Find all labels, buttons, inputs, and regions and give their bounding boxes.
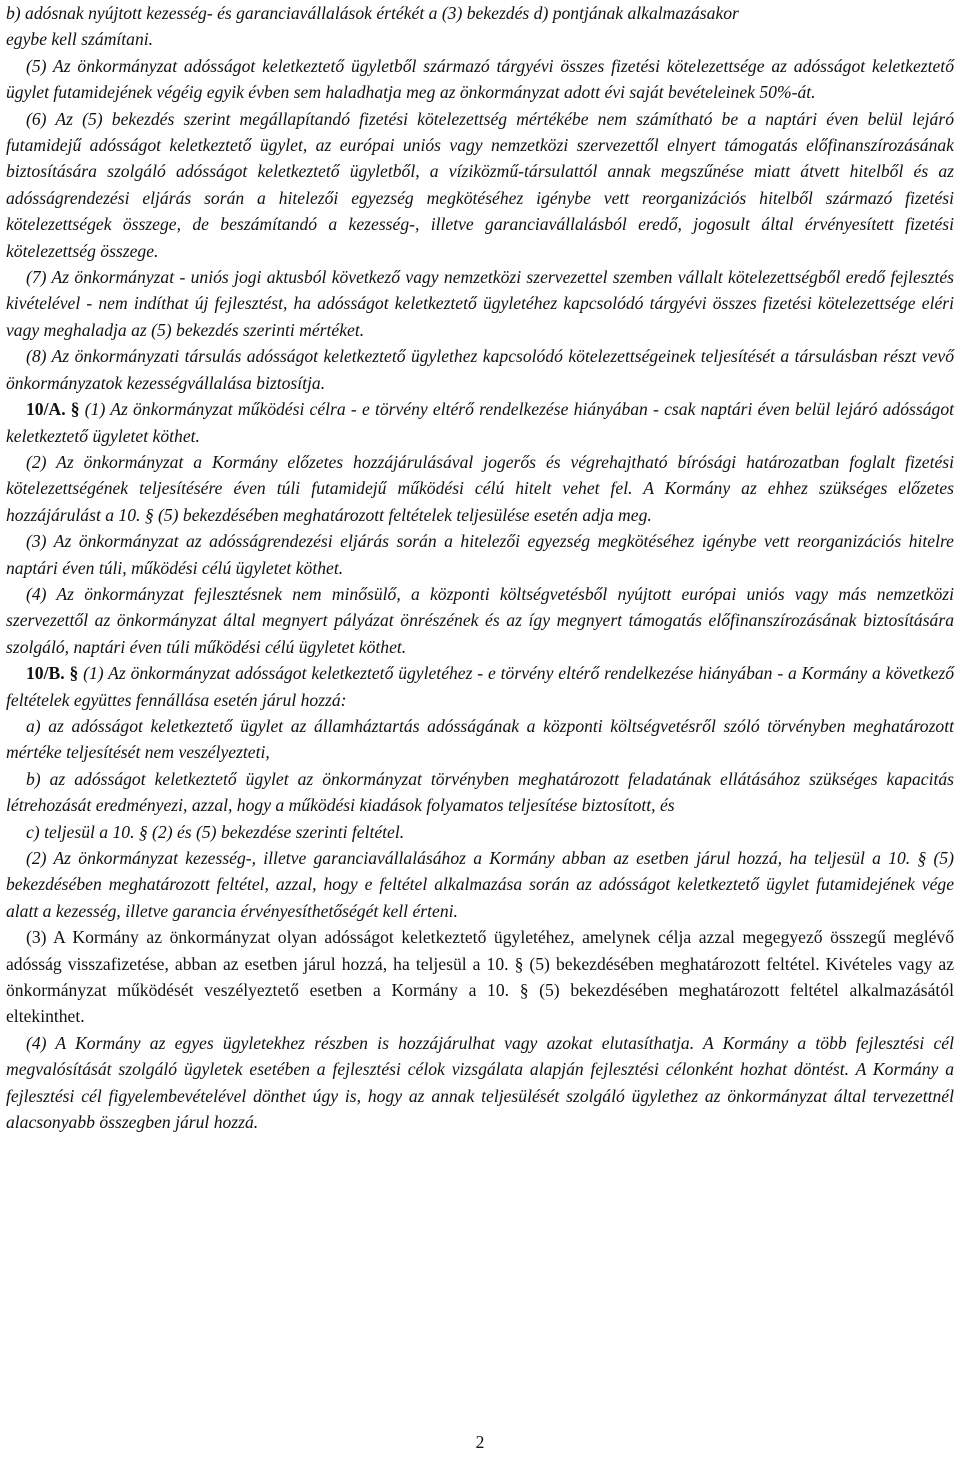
paragraph-7: (7) Az önkormányzat - uniós jogi aktusból következő vagy nemzetközi szervezettel szemben vállalt kötelezettségből eredő fejlesztés kivételével - nem indíthat új fejlesztést, ha adósságot keletkeztető ügyletéhez kapcsolódó tárgyévi összes fizetési kötelezettsége eléri vagy meghaladja az (5) bekezdés szerinti mértéket. <box>6 267 954 340</box>
section-10b-4: (4) A Kormány az egyes ügyletekhez részben is hozzájárulhat vagy azokat elutasíthatja. A Kormány a több fejlesztési cél megvalósítását szolgáló ügyletek esetében a fejlesztési célok vizsgálata alapján fejlesztési célonként hozhat döntést. A Kormány a fejlesztési cél figyelembevételével dönthet úgy is, hogy az annak teljesülését szolgáló ügylethez az önkormányzat által tervezettnél alacsonyabb összegben járul hozzá. <box>6 1032 954 1133</box>
section-10a-4: (4) Az önkormányzat fejlesztésnek nem minősülő, a központi költségvetésből nyújtott európai uniós vagy más nemzetközi szervezettől az önkormányzat által megnyert pályázat önrészének és az így megnyert támogatás előfinanszírozásának biztosítására szolgáló, naptári éven túli működési célú ügyletet köthet. <box>6 583 954 657</box>
section-10b-3: (3) A Kormány az önkormányzat olyan adósságot keletkeztető ügyletéhez, amelynek célja azzal megegyező összegű meglévő adósság visszafizetése, abban az esetben járul hozzá, ha teljesül a 10. § (5) bekezdésében meghatározott feltétel. Kivételes vagy az önkormányzat működését veszélyeztető esetben a Kormány a 10. § (5) bekezdésében meghatározott feltétel alkalmazásától eltekinthet. <box>6 927 954 1027</box>
section-10b-1a: a) az adósságot keletkeztető ügylet az államháztartás adósságának a központi költségvetésről szóló törvényben meghatározott mértéke teljesítését nem veszélyezteti, <box>6 715 954 763</box>
section-10a-2: (2) Az önkormányzat a Kormány előzetes hozzájárulásával jogerős és végrehajtható bírósági határozatban foglalt fizetési kötelezettségének teljesítésére éven túli futamidejű működési célú hitelt vehet fel. A Kormány az ehhez szükséges előzetes hozzájárulást a 10. § (5) bekezdésében meghatározott feltételek teljesülése esetén adja meg. <box>6 451 954 525</box>
document-body <box>6 0 954 1135</box>
section-10a-1-text: (1) Az önkormányzat működési célra - e törvény eltérő rendelkezése hiányában - csak naptári éven belül lejáró adósságot keletkeztető ügyletet köthet. <box>6 399 954 446</box>
paragraph-5: (5) Az önkormányzat adósságot keletkeztető ügyletből származó tárgyévi összes fizetési kötelezettsége az adósságot keletkeztető ügylet futamidejének végéig egyik évben sem haladhatja meg az önkormányzat adott évi saját bevételeinek 50%-át. <box>6 55 954 103</box>
section-10b-1 <box>6 660 954 713</box>
section-10a-1 <box>6 396 954 449</box>
paragraph-4b: b) adósnak nyújtott kezesség- és garanciavállalások értékét a (3) bekezdés d) pontjának alkalmazásakor <box>6 3 739 23</box>
section-10b-1b: b) az adósságot keletkeztető ügylet az önkormányzat törvényben meghatározott feladatának ellátásához szükséges kapacitás létrehozását eredményezi, azzal, hogy a működési kiadások folyamatos teljesítése biztosított, és <box>6 768 954 816</box>
section-10a-3: (3) Az önkormányzat az adósságrendezési eljárás során a hitelezői egyezség megkötéséhez igénybe vett reorganizációs hitelre naptári éven túli, működési célú ügyletet köthet. <box>6 531 954 578</box>
page-number: 2 <box>475 1432 485 1452</box>
paragraph-8: (8) Az önkormányzati társulás adósságot keletkeztető ügylethez kapcsolódó kötelezettségeinek teljesítését a társulásban részt vevő önkormányzatok kezességvállalása biztosítja. <box>6 346 954 393</box>
section-heading-10b: 10/B. § <box>26 663 79 684</box>
section-10b-1-text: (1) Az önkormányzat adósságot keletkeztető ügyletéhez - e törvény eltérő rendelkezése hiányában - a Kormány a következő feltételek együttes fennállása esetén járul hozzá: <box>6 663 955 710</box>
paragraph-4b-cont: egybe kell számítani. <box>6 29 154 50</box>
section-heading-10a: 10/A. § <box>26 399 80 420</box>
paragraph-6: (6) Az (5) bekezdés szerint megállapítandó fizetési kötelezettség mértékébe nem számítható be a naptári éven belül lejáró futamidejű adósságot keletkeztető ügylet, az európai uniós vagy nemzetközi szervezettől elnyert támogatás előfinanszírozásának biztosítására szolgáló adósságot keletkeztető ügyletből, a víziközmű-társulattól annak megszűnése miatt átvett hitelből és az adósságrendezési eljárás során a hitelezői egyezség megkötéséhez igénybe vett reorganizációs hitelből származó fizetési kötelezettségek összege, de beszámítandó a kezesség-, illetve garanciavállalásból eredő, jogosult által érvényesített fizetési kötelezettség összege. <box>6 108 954 261</box>
section-10b-2: (2) Az önkormányzat kezesség-, illetve garanciavállalásához a Kormány abban az esetben járul hozzá, ha teljesül a 10. § (5) bekezdésében meghatározott feltétel, azzal, hogy e feltétel alkalmazása során az adósságot keletkeztető ügylet futamidejének vége alatt a kezesség, illetve garancia érvényesíthetőségét kell érteni. <box>6 848 954 921</box>
section-10b-1c: c) teljesül a 10. § (2) és (5) bekezdése szerinti feltétel. <box>26 821 405 842</box>
